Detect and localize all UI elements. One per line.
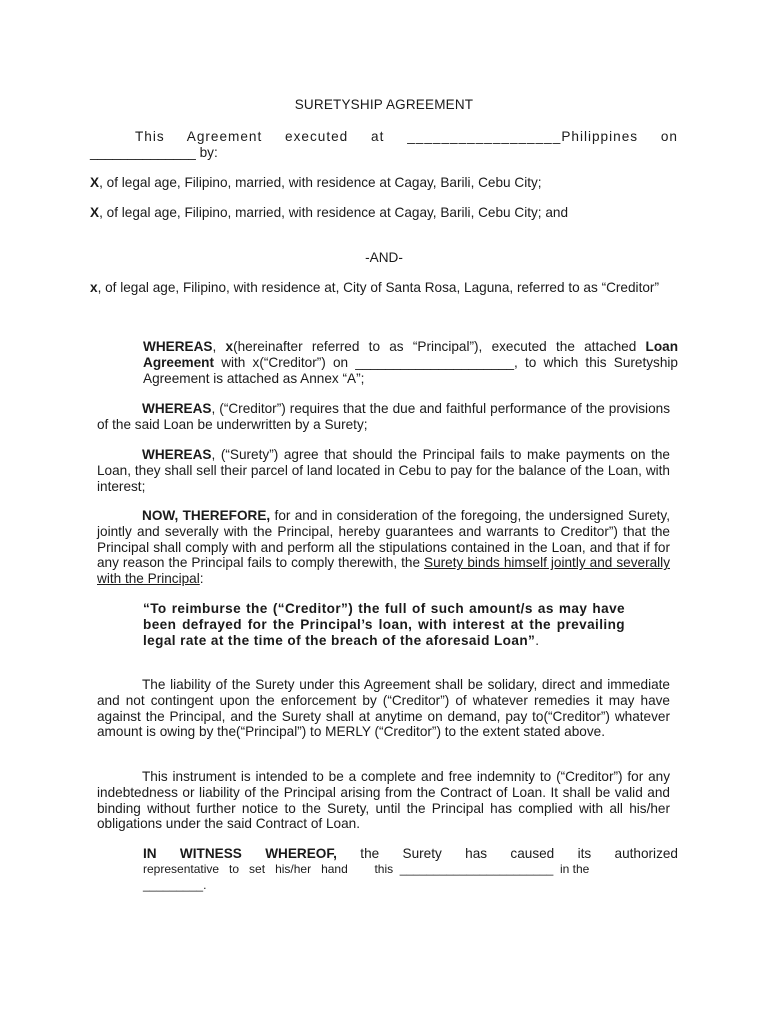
witness-line-3: _________. (143, 877, 207, 892)
creditor-party: x, of legal age, Filipino, with residence at, City of Santa Rosa, Laguna, referred to as “Creditor” (90, 280, 659, 295)
witness-line-1: IN WITNESS WHEREOF, the Surety has caused its authorized (143, 846, 678, 861)
whereas-clause-3: WHEREAS, (“Surety”) agree that should the Principal fails to make payments on the Loan, they shall sell their parcel of land located in Cebu to pay for the balance of the Loan, with interest; (97, 447, 670, 494)
witness-clause (143, 846, 678, 893)
reimbursement-quote: “To reimburse the (“Creditor”) the full of such amount/s as may have been defrayed for the Principal’s loan, with interest at the prevailing legal rate at the time of the breach of the aforesaid Loan”. (143, 601, 625, 648)
liability-paragraph: The liability of the Surety under this Agreement shall be solidary, direct and immediate and not contingent upon the enforcement by (“Creditor”) of whatever remedies it may have against the Principal, and the Surety shall at anytime on demand, pay to(“Creditor”) whatever amount is owing by the(“Principal”) to MERLY (“Creditor”) to the extent stated above. (97, 677, 670, 740)
intro-line-2: ______________ by: (90, 144, 218, 160)
now-therefore-clause: NOW, THEREFORE, for and in consideration of the foregoing, the undersigned Surety, jointly and severally with the Principal, hereby guarantees and warrants to Creditor”) that the Principal shall comply with and perform all the stipulations contained in the Loan, and that if for any reason the Principal fails to comply therewith, the Surety binds himself jointly and severally with the Principal: (97, 508, 670, 587)
intro-line-1: This Agreement executed at __________________Philippines on (135, 129, 678, 144)
whereas-clause-2: WHEREAS, (“Creditor”) requires that the due and faithful performance of the provisions of the said Loan be underwritten by a Surety; (97, 401, 670, 432)
and-separator: -AND- (365, 250, 403, 265)
witness-line-2: representative to set his/her hand this _______________________ in the (143, 861, 590, 876)
intro-paragraph (90, 129, 678, 161)
party-1: X, of legal age, Filipino, married, with residence at Cagay, Barili, Cebu City; (90, 175, 542, 190)
document-title: SURETYSHIP AGREEMENT (294, 97, 474, 112)
whereas-clause-1: WHEREAS, x(hereinafter referred to as “Principal”), executed the attached Loan Agreement with x(“Creditor”) on _____________________, to which this Suretyship Agreement is attached as Annex “A”; (143, 339, 679, 386)
indemnity-paragraph: This instrument is intended to be a complete and free indemnity to (“Creditor”) for any indebtedness or liability of the Principal arising from the Contract of Loan. It shall be valid and binding without further notice to the Surety, until the Principal has complied with all his/her obligations under the said Contract of Loan. (97, 769, 670, 832)
party-2: X, of legal age, Filipino, married, with residence at Cagay, Barili, Cebu City; and (90, 205, 569, 220)
